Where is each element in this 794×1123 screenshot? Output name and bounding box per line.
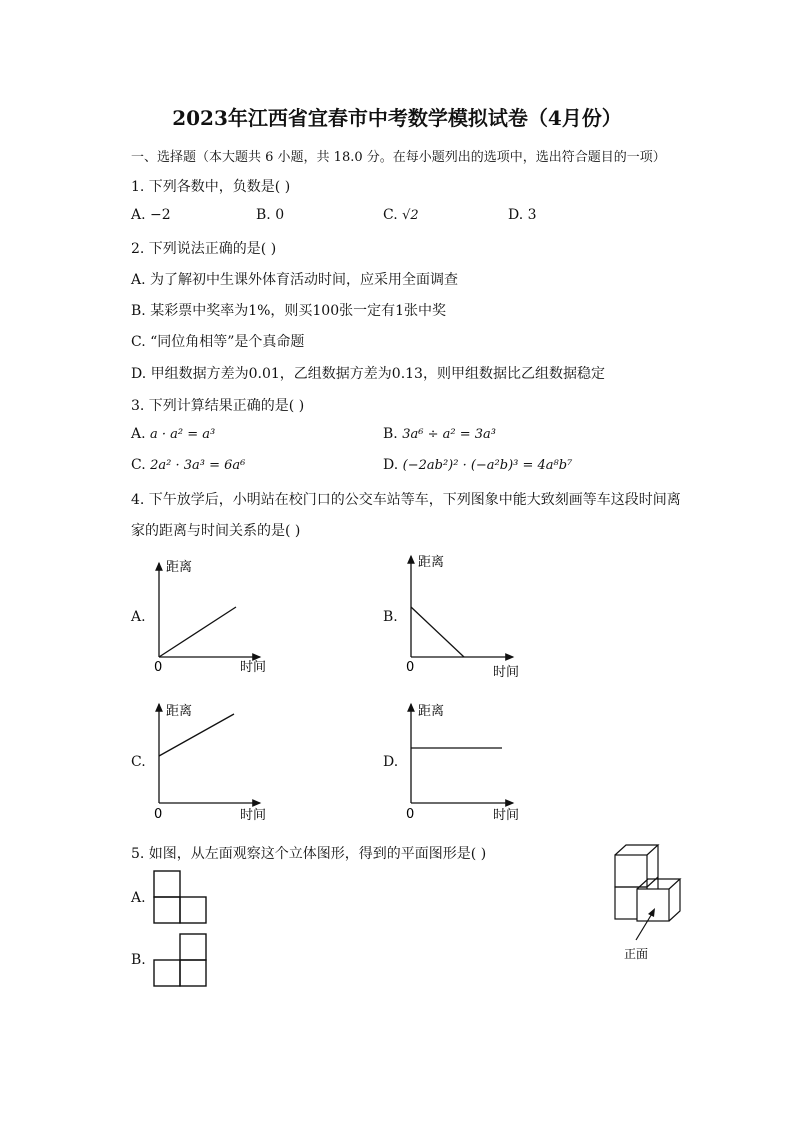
x-axis-label: 时间 [493, 808, 520, 823]
q3-option-b-label: B. [383, 426, 398, 442]
y-axis-label: 距离 [418, 704, 445, 719]
q4-option-a-label: A. [131, 609, 146, 625]
q3-option-c [131, 457, 245, 473]
q4-graph-c [148, 698, 278, 823]
graph-line [411, 607, 464, 657]
section-heading: 一、选择题（本大题共 6 小题，共 18.0 分。在每小题列出的选项中，选出符合题目的一项） [131, 150, 666, 165]
q1-option-c [383, 207, 419, 223]
q4-graph-d [400, 698, 530, 823]
q3-option-a-label: A. [131, 426, 146, 442]
q2-option-d: D. 甲组数据方差为0.01，乙组数据方差为0.13，则甲组数据比乙组数据稳定 [131, 366, 605, 382]
q3-option-d-label: D. [383, 457, 399, 473]
q2-option-b: B. 某彩票中奖率为1%，则买100张一定有1张中奖 [131, 303, 447, 319]
q2-option-c: C. “同位角相等”是个真命题 [131, 334, 305, 350]
q3-option-c-label: C. [131, 457, 146, 473]
origin-label: 0 [406, 807, 415, 822]
question-1-stem: 1. 下列各数中，负数是( ) [131, 179, 291, 195]
y-axis-label: 距离 [166, 560, 193, 575]
q5-option-a-figure [153, 870, 209, 926]
q5-option-b-label: B. [131, 952, 146, 968]
q3-option-a [131, 426, 215, 442]
origin-label: 0 [154, 807, 163, 822]
q3-option-b-math: 3a⁶ ÷ a² = 3a³ [402, 427, 496, 442]
front-label: 正面 [624, 947, 649, 961]
q4-option-b-label: B. [383, 609, 398, 625]
exam-title: 2023年江西省宜春市中考数学模拟试卷（4月份） [172, 106, 622, 130]
x-axis-label: 时间 [493, 665, 520, 680]
q3-option-d [383, 457, 572, 473]
q3-option-b [383, 426, 496, 442]
q4-option-d-label: D. [383, 754, 399, 770]
q3-option-c-math: 2a² · 3a³ = 6a⁶ [150, 458, 246, 473]
q4-graph-a [148, 555, 278, 680]
q3-option-d-math: (−2ab²)² · (−a²b)³ = 4a⁸b⁷ [402, 458, 573, 473]
q1-option-c-label: C. [383, 207, 398, 223]
question-5-stem: 5. 如图，从左面观察这个立体图形，得到的平面图形是( ) [131, 846, 487, 862]
y-axis-label: 距离 [166, 704, 193, 719]
question-4-stem-line-2: 家的距离与时间关系的是( ) [131, 523, 301, 539]
q3-option-a-math: a · a² = a³ [150, 427, 216, 442]
q5-option-a-label: A. [131, 890, 146, 906]
q1-option-d: D. 3 [508, 207, 537, 223]
q4-graph-b [400, 550, 530, 680]
q4-option-c-label: C. [131, 754, 146, 770]
q5-option-b-figure [153, 933, 209, 989]
q1-option-b: B. 0 [256, 207, 285, 223]
q2-option-a: A. 为了解初中生课外体育活动时间，应采用全面调查 [131, 272, 459, 288]
x-axis-label: 时间 [240, 808, 267, 823]
question-4-stem-line-1: 4. 下午放学后，小明站在校门口的公交车站等车，下列图象中能大致刻画等车这段时间离 [131, 492, 681, 508]
graph-line [159, 607, 236, 657]
origin-label: 0 [154, 660, 163, 675]
q1-option-c-math: √2 [402, 208, 419, 223]
y-axis-label: 距离 [418, 555, 445, 570]
graph-line [159, 714, 234, 756]
question-3-stem: 3. 下列计算结果正确的是( ) [131, 398, 305, 414]
q5-solid-figure [610, 840, 694, 965]
question-2-stem: 2. 下列说法正确的是( ) [131, 241, 277, 257]
q1-option-a: A. −2 [131, 207, 171, 223]
x-axis-label: 时间 [240, 660, 267, 675]
origin-label: 0 [406, 660, 415, 675]
